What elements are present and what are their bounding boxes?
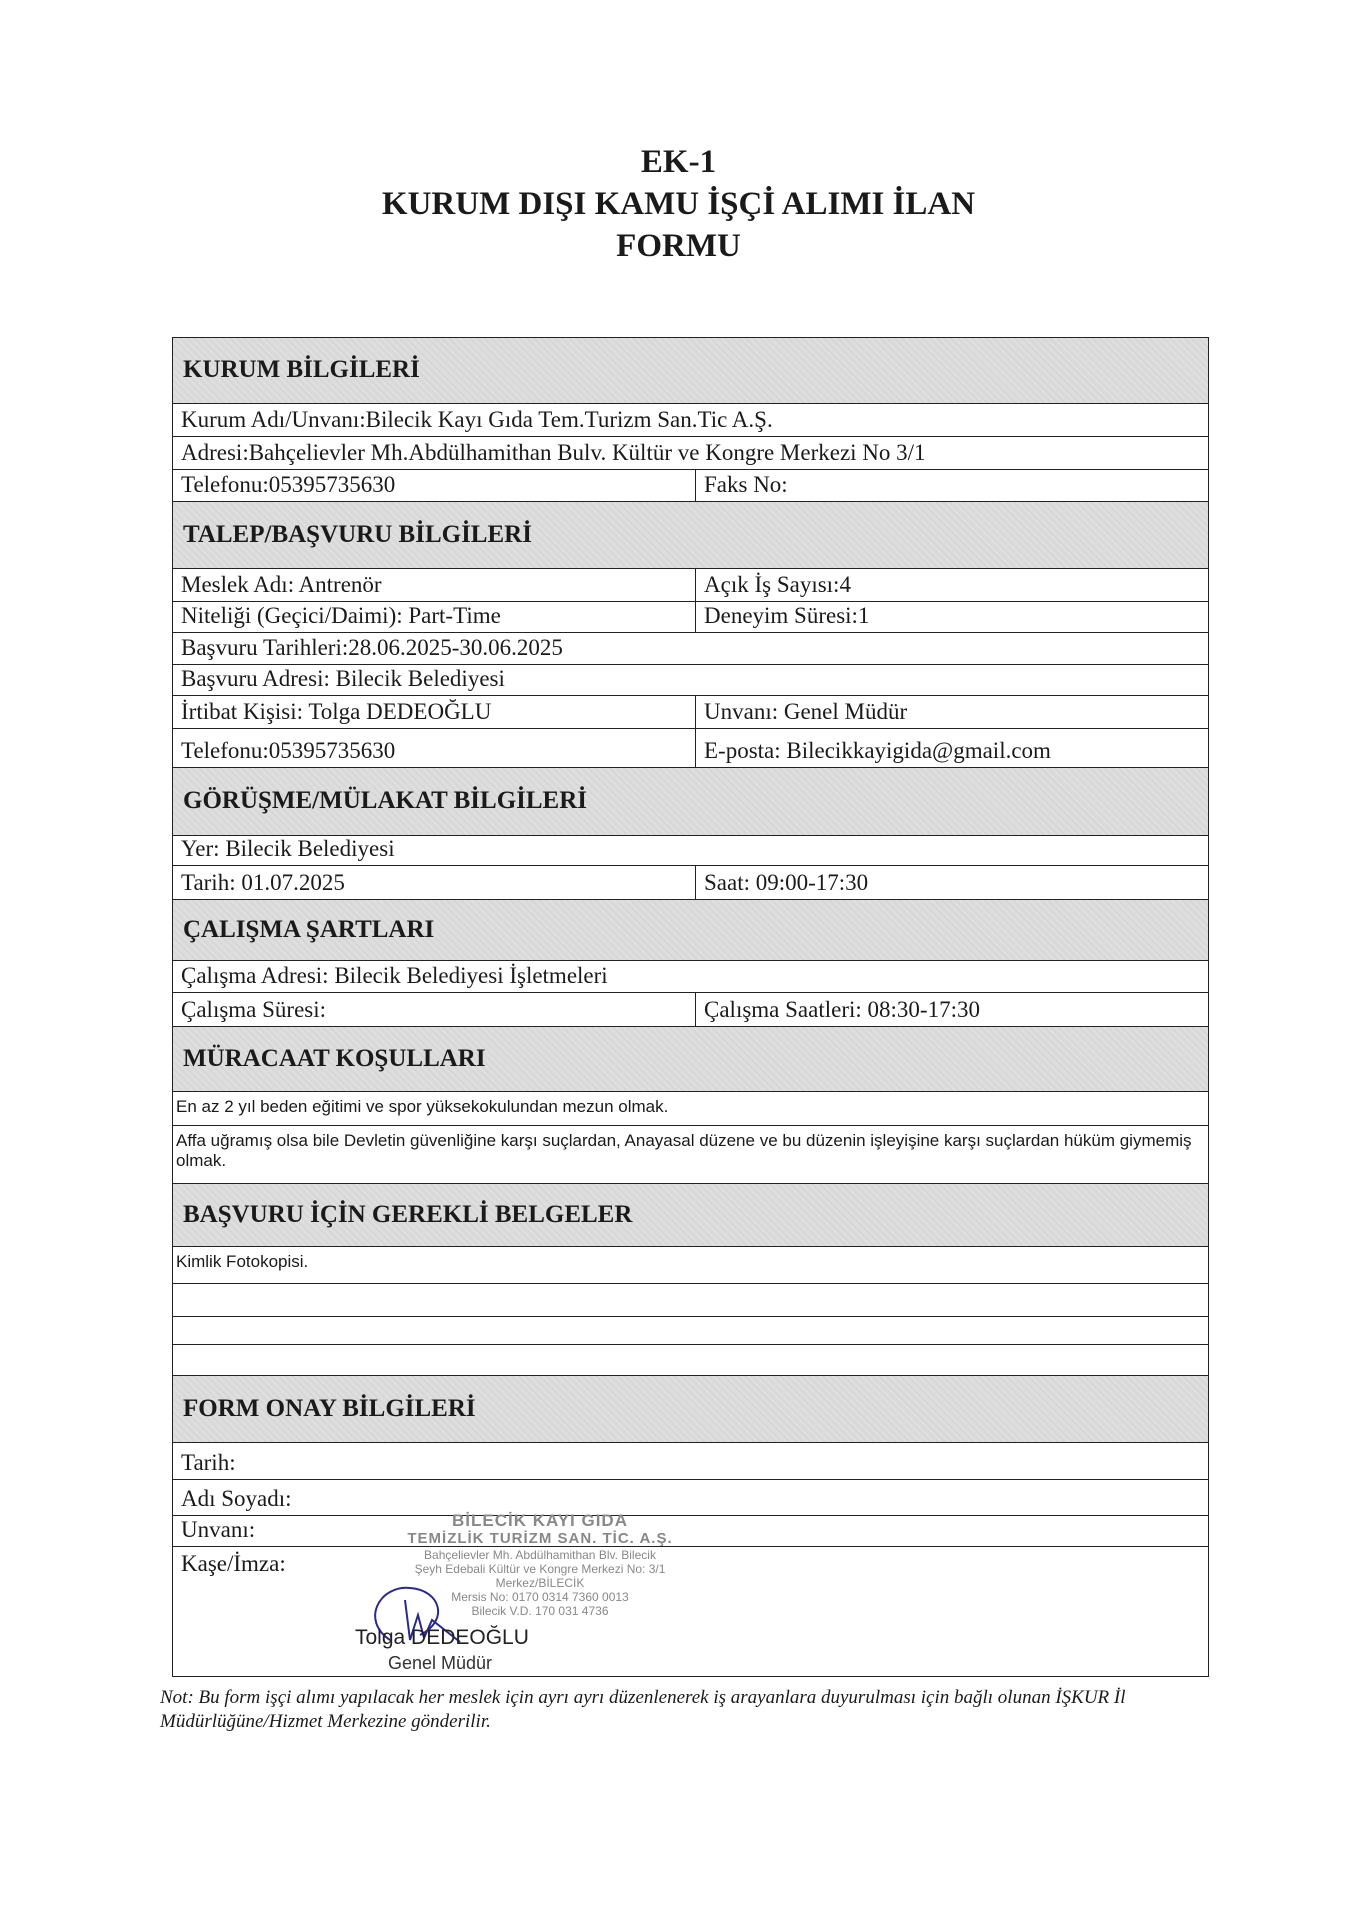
basvuru-adresi-text: Başvuru Adresi: Bilecik Belediyesi xyxy=(181,666,505,691)
kurum-adi xyxy=(173,403,1208,436)
section-talep-basvuru-text: TALEP/BAŞVURU BİLGİLERİ xyxy=(183,520,532,548)
section-calisma-sartlari-text: ÇALIŞMA ŞARTLARI xyxy=(183,915,435,943)
section-gorusme xyxy=(173,767,1208,835)
section-kurum-bilgileri-text: KURUM BİLGİLERİ xyxy=(183,356,420,383)
gorusme-yer-text: Yer: Bilecik Belediyesi xyxy=(181,836,395,861)
kurum-adresi xyxy=(173,436,1208,469)
form-title-cont: FORMU xyxy=(616,228,741,264)
onay-tarih-text: Tarih: xyxy=(181,1450,236,1475)
section-form-onay-text: FORM ONAY BİLGİLERİ xyxy=(183,1394,476,1422)
gorusme-yer xyxy=(173,835,1208,865)
belge-4 xyxy=(173,1344,1208,1375)
meslek-acik-is xyxy=(173,568,1208,601)
section-muracaat-text: MÜRACAAT KOŞULLARI xyxy=(183,1044,486,1072)
belge-1 xyxy=(173,1246,1208,1283)
onay-tarih xyxy=(173,1442,1208,1479)
signatory-name: Tolga DEDEOĞLU xyxy=(355,1626,529,1649)
gorusme-tarih-saat-text: Tarih: 01.07.2025 xyxy=(173,866,696,899)
section-kurum-bilgileri xyxy=(173,337,1208,403)
onay-adi-soyadi-text: Adı Soyadı: xyxy=(181,1486,292,1511)
section-talep-basvuru xyxy=(173,501,1208,568)
signatory-title: Genel Müdür xyxy=(388,1653,493,1673)
belge-3 xyxy=(173,1316,1208,1344)
basvuru-tarihleri-text: Başvuru Tarihleri:28.06.2025-30.06.2025 xyxy=(181,635,563,660)
calisma-sure-saat-text: Çalışma Süresi: xyxy=(173,993,696,1026)
form-title: KURUM DIŞI KAMU İŞÇİ ALIMI İLAN xyxy=(381,186,976,222)
basvuru-adresi xyxy=(173,664,1208,695)
onay-adi-soyadi xyxy=(173,1479,1208,1515)
meslek-acik-is-text: Açık İş Sayısı:4 xyxy=(704,572,851,597)
belge-3-text xyxy=(173,1317,1208,1344)
section-gorusme-text: GÖRÜŞME/MÜLAKAT BİLGİLERİ xyxy=(183,787,588,814)
kosul-1-text: En az 2 yıl beden eğitimi ve spor yüksekokulundan mezun olmak. xyxy=(176,1097,669,1116)
gorusme-tarih-saat xyxy=(173,865,1208,899)
onay-kase-imza-text: Kaşe/İmza: xyxy=(181,1551,286,1576)
meslek-acik-is-text: Meslek Adı: Antrenör xyxy=(173,569,696,601)
telefon-eposta xyxy=(173,728,1208,767)
onay-unvan-text: Unvanı: xyxy=(181,1517,256,1542)
stamp-line: BİLECİK KAYI GIDA xyxy=(451,1511,628,1530)
nitelik-deneyim xyxy=(173,601,1208,632)
telefon-eposta-text: Telefonu:05395735630 xyxy=(173,729,696,767)
belge-1-text: Kimlik Fotokopisi. xyxy=(176,1252,309,1271)
calisma-sure-saat-text: Çalışma Saatleri: 08:30-17:30 xyxy=(704,997,980,1022)
kurum-telefon-faks-text: Telefonu:05395735630 xyxy=(173,470,696,501)
section-form-onay xyxy=(173,1375,1208,1442)
stamp-line: Şeyh Edebali Kültür ve Kongre Merkezi No: 3/1 xyxy=(414,1562,666,1576)
gorusme-tarih-saat-text: Saat: 09:00-17:30 xyxy=(704,870,869,895)
calisma-adresi xyxy=(173,960,1208,992)
section-belgeler-text: BAŞVURU İÇİN GEREKLİ BELGELER xyxy=(183,1200,633,1228)
nitelik-deneyim-text: Deneyim Süresi:1 xyxy=(704,603,870,628)
belge-4-text xyxy=(173,1345,1208,1375)
form-code: EK-1 xyxy=(640,144,717,180)
kurum-telefon-faks xyxy=(173,469,1208,501)
belge-2 xyxy=(173,1283,1208,1316)
irtibat-unvan-text: Unvanı: Genel Müdür xyxy=(704,699,908,724)
kurum-adi-text: Kurum Adı/Unvanı:Bilecik Kayı Gıda Tem.Turizm San.Tic A.Ş. xyxy=(181,407,773,432)
stamp-line: Bilecik V.D. 170 031 4736 xyxy=(471,1604,609,1618)
calisma-adresi-text: Çalışma Adresi: Bilecik Belediyesi İşletmeleri xyxy=(181,963,608,988)
belge-2-text xyxy=(173,1284,1208,1316)
stamp-line: Mersis No: 0170 0314 7360 0013 xyxy=(451,1590,629,1604)
kosul-2-text: Affa uğramış olsa bile Devletin güvenliğine karşı suçlardan, Anayasal düzene ve bu düzenin işleyişine karşı suçlardan hüküm giymemiş olmak. xyxy=(176,1131,1192,1170)
stamp-line: Bahçelievler Mh. Abdülhamithan Blv. Bilecik xyxy=(424,1548,656,1562)
kurum-adresi-text: Adresi:Bahçelievler Mh.Abdülhamithan Bulv. Kültür ve Kongre Merkezi No 3/1 xyxy=(181,440,926,465)
kosul-1 xyxy=(173,1091,1208,1125)
section-muracaat xyxy=(173,1026,1208,1091)
irtibat-unvan-text: İrtibat Kişisi: Tolga DEDEOĞLU xyxy=(173,696,696,728)
calisma-sure-saat xyxy=(173,992,1208,1026)
ilan-form-table xyxy=(172,337,1209,1677)
stamp-line: Merkez/BİLECİK xyxy=(495,1576,585,1590)
section-belgeler xyxy=(173,1183,1208,1246)
irtibat-unvan xyxy=(173,695,1208,728)
kosul-2 xyxy=(173,1125,1208,1183)
section-calisma-sartlari xyxy=(173,899,1208,960)
nitelik-deneyim-text: Niteliği (Geçici/Daimi): Part-Time xyxy=(173,602,696,632)
kurum-telefon-faks-text: Faks No: xyxy=(704,472,788,497)
stamp-line: TEMİZLİK TURİZM SAN. TİC. A.Ş. xyxy=(407,1530,673,1547)
telefon-eposta-text: E-posta: Bilecikkayigida@gmail.com xyxy=(704,738,1051,763)
form-note: Not: Bu form işçi alımı yapılacak her meslek için ayrı ayrı düzenlenerek iş arayanlara duyurulması için bağlı olunan İŞKUR İl Müdürlüğüne/Hizmet Merkezine gönderilir. xyxy=(160,1687,1126,1732)
basvuru-tarihleri xyxy=(173,632,1208,664)
